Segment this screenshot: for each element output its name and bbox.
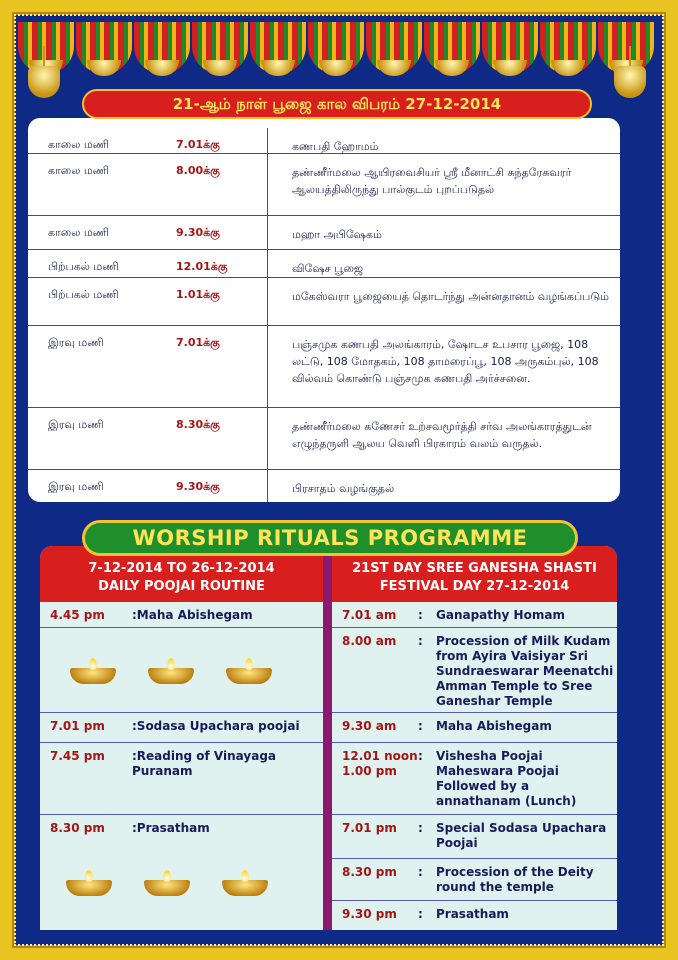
- time-label: 7.45 pm: [50, 749, 105, 763]
- table-row: [28, 118, 620, 154]
- table-row: [28, 154, 620, 216]
- ritual-label: :Prasatham: [132, 821, 210, 835]
- period-cell: காலை மணி: [48, 226, 110, 239]
- schedule-row: [332, 743, 617, 815]
- festival-day-column: [332, 546, 617, 930]
- table-row: [28, 326, 620, 408]
- table-row: [28, 278, 620, 326]
- ritual-label: Procession of the Deity round the temple: [436, 865, 594, 894]
- time-label: 7.01 pm: [50, 719, 105, 733]
- ritual-label: Ganapathy Homam: [436, 608, 565, 622]
- ritual-label: Maha Abishegam: [436, 719, 552, 733]
- description-cell: மகேஸ்வரா பூஜையைத் தொடர்ந்து அன்னதானம் வழங்கப்படும்: [292, 290, 610, 303]
- period-cell: பிற்பகல் மணி: [48, 260, 119, 273]
- description-cell: பிரசாதம் வழங்குதல்: [292, 482, 395, 495]
- description-cell: பஞ்சமுக கணபதி அலங்காரம், ஷோடச உபசார பூஜை, 108 லட்டு, 108 மோதகம், 108 தாமரைப்பூ, 108 அருகம்புல், 108 வில்வம் கொண்டு பஞ்சமுக கணபதி அர்ச்சனை.: [292, 338, 599, 385]
- table-row: [28, 250, 620, 278]
- time-label: 9.30 am: [342, 719, 397, 733]
- programme-title: WORSHIP RITUALS PROGRAMME: [82, 520, 578, 556]
- time-cell: 8.00க்கு: [148, 154, 268, 215]
- time-label: 9.30 pm: [342, 907, 397, 921]
- time-cell: 8.30க்கு: [148, 408, 268, 469]
- schedule-row: [40, 713, 323, 743]
- time-cell: 7.01க்கு: [148, 128, 268, 153]
- ritual-label: :Sodasa Upachara poojai: [132, 719, 300, 733]
- table-row: [28, 470, 620, 502]
- description-cell: தண்ணீர்மலை ஆயிரவைசியர் ஸ்ரீ மீனாட்சி சுந்தரேசுவரர் ஆலயத்திலிருந்து பால்குடம் புறப்படுதல்: [292, 166, 572, 196]
- description-cell: தண்ணீர்மலை கணேசர் உற்சவமூர்த்தி சர்வ அலங்காரத்துடன் எழுந்தருளி ஆலய வெளி பிரகாரம் வலம் வருதல்.: [292, 420, 592, 450]
- schedule-row: [40, 815, 323, 930]
- ritual-label: Prasatham: [436, 907, 509, 921]
- time-cell: 7.01க்கு: [148, 326, 268, 407]
- separator: :: [418, 634, 423, 648]
- time-label: 8.00 am: [342, 634, 397, 648]
- schedule-row: [332, 602, 617, 628]
- period-cell: காலை மணி: [48, 164, 110, 177]
- ritual-label: Vishesha Poojai Maheswara Poojai Followed by a annathanam (Lunch): [436, 749, 577, 808]
- time-label: 12.01 noon 1.00 pm: [342, 749, 418, 778]
- heading-line: DAILY POOJAI ROUTINE: [98, 579, 265, 594]
- lamp-row: [40, 628, 323, 713]
- separator: :: [418, 865, 423, 879]
- schedule-row: [332, 628, 617, 713]
- separator: :: [418, 907, 423, 921]
- period-cell: பிற்பகல் மணி: [48, 288, 119, 301]
- ritual-label: :Maha Abishegam: [132, 608, 253, 622]
- hanging-lamp-icon: [612, 46, 648, 102]
- time-label: 7.01 pm: [342, 821, 397, 835]
- oil-lamp-icon: [66, 870, 112, 896]
- separator: :: [418, 821, 423, 835]
- table-row: [28, 216, 620, 250]
- time-label: 8.30 pm: [50, 821, 105, 835]
- period-cell: காலை மணி: [48, 138, 110, 151]
- period-cell: இரவு மணி: [48, 336, 104, 349]
- schedule-row: [332, 713, 617, 743]
- tamil-title: 21-ஆம் நாள் பூஜை கால விபரம் 27-12-2014: [82, 89, 592, 119]
- oil-lamp-icon: [70, 658, 116, 684]
- time-label: 8.30 pm: [342, 865, 397, 879]
- separator: :: [418, 608, 423, 622]
- schedule-row: [40, 743, 323, 815]
- heading-line: 21ST DAY SREE GANESHA SHASTI: [352, 561, 597, 576]
- schedule-row: [332, 859, 617, 901]
- separator: :: [418, 749, 423, 763]
- time-cell: 1.01க்கு: [148, 278, 268, 325]
- schedule-row: [332, 901, 617, 930]
- time-cell: 9.30க்கு: [148, 216, 268, 249]
- tamil-schedule-table: [28, 118, 620, 502]
- description-cell: கணபதி ஹோமம்: [292, 140, 379, 153]
- column-divider: [323, 546, 332, 930]
- ritual-label: Special Sodasa Upachara Poojai: [436, 821, 607, 850]
- time-label: 7.01 am: [342, 608, 397, 622]
- schedule-row: [40, 602, 323, 628]
- oil-lamp-icon: [226, 658, 272, 684]
- heading-line: FESTIVAL DAY 27-12-2014: [379, 579, 570, 594]
- ritual-label: :Reading of Vinayaga Puranam: [132, 749, 276, 778]
- oil-lamp-icon: [148, 658, 194, 684]
- time-label: 4.45 pm: [50, 608, 105, 622]
- heading-line: 7-12-2014 TO 26-12-2014: [88, 561, 275, 576]
- period-cell: இரவு மணி: [48, 480, 104, 493]
- separator: :: [418, 719, 423, 733]
- description-cell: மஹா அபிஷேகம்: [292, 228, 382, 241]
- daily-routine-column: [40, 546, 323, 930]
- period-cell: இரவு மணி: [48, 418, 104, 431]
- table-row: [28, 408, 620, 470]
- time-cell: 9.30க்கு: [148, 470, 268, 502]
- schedule-row: [332, 815, 617, 859]
- time-cell: 12.01க்கு: [148, 250, 268, 277]
- oil-lamp-icon: [144, 870, 190, 896]
- ritual-label: Procession of Milk Kudam from Ayira Vaisiyar Sri Sundraeswarar Meenatchi Amman Temple to Sree Ganeshar Temple: [436, 634, 614, 708]
- description-cell: விஷேச பூஜை: [292, 262, 364, 275]
- oil-lamp-icon: [222, 870, 268, 896]
- hanging-lamp-icon: [26, 46, 62, 102]
